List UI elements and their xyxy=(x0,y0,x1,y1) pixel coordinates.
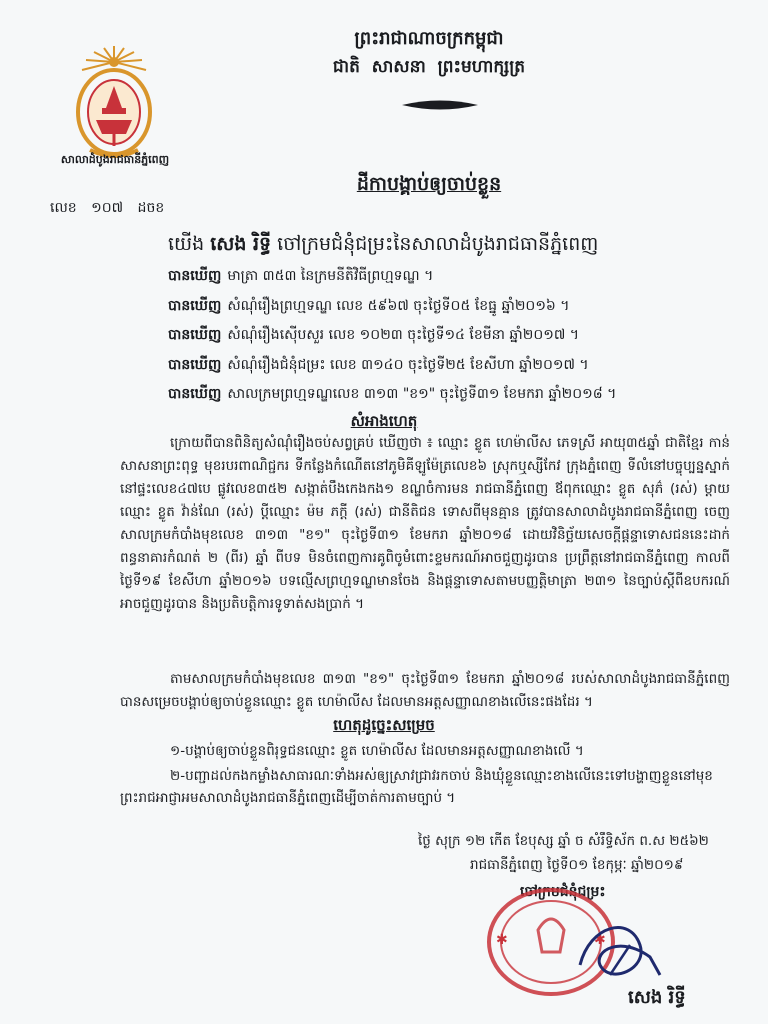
seen-item: បានឃើញ សំណុំរឿងព្រហ្មទណ្ឌ លេខ ៥៩៦៧ ចុះថ្ងៃទី០៥ ខែធ្នូ ឆ្នាំ២០១៦ ។ xyxy=(168,297,570,314)
place-and-date: រាជធានីភ្នំពេញ ថ្ងៃទី០១ ខែកុម្ភៈ ឆ្នាំ២០១៩ xyxy=(470,857,684,873)
decision-heading: ហេតុដូច្នេះសម្រេច xyxy=(333,716,435,734)
seen-label: បានឃើញ xyxy=(168,386,222,402)
decision-item: ១-បង្គាប់ឲ្យចាប់ខ្លួនពិរុទ្ធជនឈ្មោះ ខ្លូត ហេម៉ាលីស ដែលមានអត្តសញ្ញាណខាងលើ ។ xyxy=(170,743,584,759)
court-name: សាលាដំបូងរាជធានីភ្នំពេញ xyxy=(60,153,170,166)
seen-label: បានឃើញ xyxy=(168,297,222,314)
reasons-paragraph: តាមសាលក្រមកំបាំងមុខលេខ ៣១៣ "ខ១" ចុះថ្ងៃទី៣១ ខែមករា ឆ្នាំ២០១៨ របស់សាលាដំបូងរាជធានីភ្នំពេញ បានសម្រេចបង្គាប់ឲ្យចាប់ខ្លួនឈ្មោះ ខ្លូត ហេម៉ាលីស ដែលមានអត្តសញ្ញាណខាងលើនេះផងដែរ ។ xyxy=(120,671,730,710)
svg-text:✱: ✱ xyxy=(496,932,508,948)
decision-list xyxy=(120,740,730,809)
seen-item: បានឃើញ សាលក្រមព្រហ្មទណ្ឌលេខ ៣១៣ "ខ១" ចុះថ្ងៃទី៣១ ខែមករា ឆ្នាំ២០១៨ ។ xyxy=(168,386,617,402)
seen-label: បានឃើញ xyxy=(168,356,222,373)
signer-title: ចៅក្រមជំនុំជម្រះ xyxy=(520,884,606,900)
intro-prefix: យើង xyxy=(168,233,205,255)
document-number: លេខ ១០៧ ដចខ xyxy=(50,200,165,216)
decision-item: ២-បញ្ជាដល់កងកម្លាំងសាធារណៈទាំងអស់ឲ្យស្រាវជ្រាវរកចាប់ និងឃុំខ្លួនឈ្មោះខាងលើនេះទៅបង្ហាញខ្លួននៅមុខព្រះរាជអាជ្ញាអមសាលាដំបូងរាជធានីភ្នំពេញដើម្បីចាត់ការតាមច្បាប់ ។ xyxy=(120,768,713,806)
seen-label: បានឃើញ xyxy=(168,327,222,343)
seen-item: បានឃើញ សំណុំរឿងជំនុំជម្រះ លេខ ៣១៤០ ចុះថ្ងៃទី២៥ ខែសីហា ឆ្នាំ២០១៧ ។ xyxy=(168,356,589,373)
judge-intro xyxy=(168,232,598,260)
divider-ornament xyxy=(400,98,480,112)
svg-text:✱: ✱ xyxy=(594,932,606,948)
seen-item: បានឃើញ សំណុំរឿងស៊ើបសួរ លេខ ១០២៣ ចុះថ្ងៃទី១៤ ខែមីនា ឆ្នាំ២០១៧ ។ xyxy=(168,327,580,343)
lunar-date: ថ្ងៃ សុក្រ ១២ កើត ខែបុស្ស ឆ្នាំ ច សំរឹទ្ធិស័ក ព.ស ២៥៦២ xyxy=(418,833,709,849)
signer-name: សេង រិទ្ធី xyxy=(628,987,686,1008)
kingdom-heading: ព្រះរាជាណាចក្រកម្ពុជា xyxy=(354,28,504,49)
seen-label: បានឃើញ xyxy=(168,268,222,284)
document-title: ដីកាបង្គាប់ឲ្យចាប់ខ្លួន xyxy=(356,173,502,195)
seen-list xyxy=(168,266,728,414)
judge-name: សេង រិទ្ធី xyxy=(210,233,272,255)
reasons-paragraph: ក្រោយពីបានពិនិត្យសំណុំរឿងចប់សព្វគ្រប់ ឃើញថា ៖ ឈ្មោះ ខ្លូត ហេម៉ាលីស ភេទស្រី អាយុ៣៥ឆ្នាំ ជាតិខ្មែរ កាន់សាសនាព្រះពុទ្ធ មុខរបរពាណិជ្ជករ ទីកន្លែងកំណើតនៅភូមិគីឡូម៉ែត្រលេខ៦ ស្រុកឬស្សីកែវ ក្រុងភ្នំពេញ ទីលំនៅបច្ចុប្បន្នស្នាក់នៅផ្ទះលេខ៤៧បេ ផ្លូវលេខ៣៥២ សង្កាត់បឹងកេងកង១ ខណ្ឌចំការមន រាជធានីភ្នំពេញ ឪពុកឈ្មោះ ខ្លូត សុភ៌ (រស់) ម្ដាយឈ្មោះ ខ្លូត វ៉ាន់ណែ (រស់) ប្ដីឈ្មោះ ម៉ម ភក្ដី (រស់) ជានីតិជន ទោសពីមុនគ្មាន ត្រូវបានសាលាដំបូងរាជធានីភ្នំពេញ ចេញសាលក្រមកំបាំងមុខលេខ ៣១៣ "ខ១" ចុះថ្ងៃទី៣១ ខែមករា ឆ្នាំ២០១៨ ដោយវិនិច្ឆ័យសេចក្ដីផ្ដន្ទាទោសជននេះដាក់ពន្ធនាគារកំណត់ ២ (ពីរ) ឆ្នាំ ពីបទ មិនចំពេញការគូពិចូមំពោះខ្ទមករណ៍អាចជួញដូរបាន ប្រព្រឹត្តនៅរាជធានីភ្នំពេញ កាលពីថ្ងៃទី១៩ ខែសីហា ឆ្នាំ២០១៦ បទល្មើសព្រហ្មទណ្ឌមានចែង និងផ្ដន្ទាទោសតាមបញ្ញត្តិមាត្រា ២៣១ នៃច្បាប់ស្ដីពីឧបករណ៍អាចជួញដូរបាន និងប្រតិបត្តិការទូទាត់សងប្រាក់ ។ xyxy=(120,435,730,612)
reasons-heading: សំអាងហេតុ xyxy=(350,412,418,430)
seen-item: បានឃើញ មាត្រា ៣៥៣ នៃក្រមនីតិវិធីព្រហ្មទណ្ឌ ។ xyxy=(168,268,434,284)
judge-role: ចៅក្រមជំនុំជម្រះនៃសាលាដំបូងរាជធានីភ្នំពេញ xyxy=(277,233,599,255)
national-motto: ជាតិ សាសនា ព្រះមហាក្សត្រ xyxy=(332,57,526,77)
